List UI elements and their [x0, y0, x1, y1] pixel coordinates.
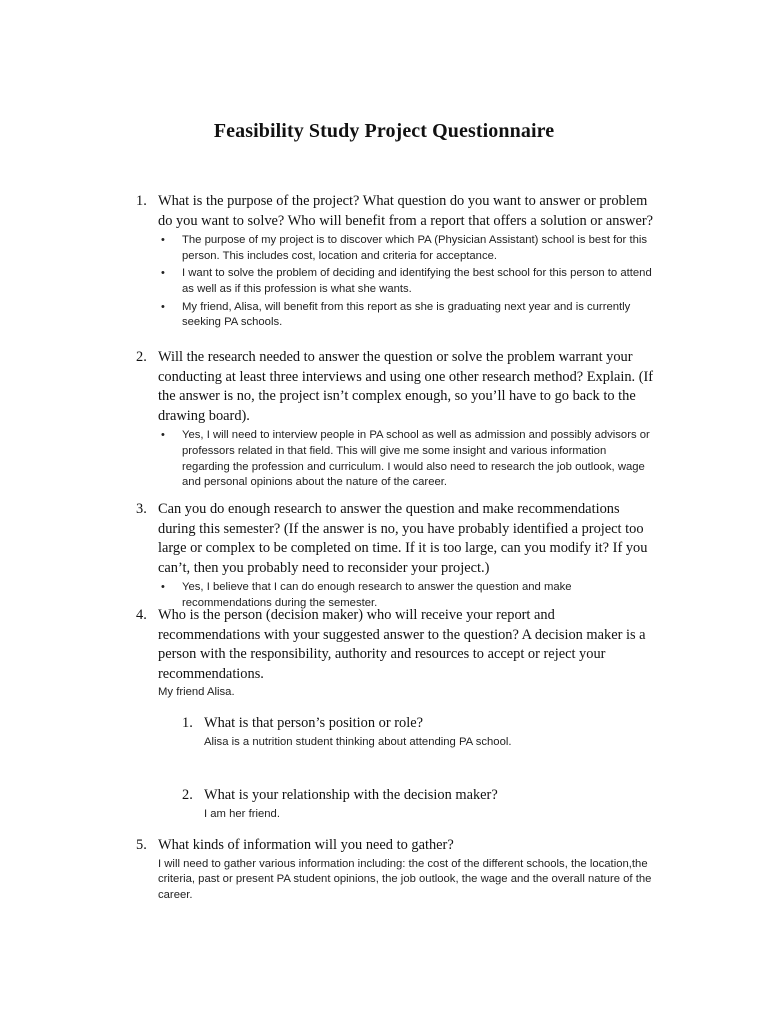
answer-text: My friend Alisa. [158, 686, 235, 699]
question-text: What kinds of information will you need to gather? [158, 837, 454, 853]
answer-bullet: • My friend, Alisa, will benefit from this report as she is graduating next year and is currently seeking PA schools. [161, 300, 631, 329]
question-3 [136, 500, 656, 614]
question-2 [136, 348, 656, 493]
answer-bullet: • I want to solve the problem of deciding and identifying the best school for this person to attend as well as if this profession is what she wants. [161, 267, 652, 295]
answer-text: I am her friend. [204, 807, 280, 820]
question-text: Will the research needed to answer the question or solve the problem warrant your conducting at least three interviews and using one other research method? Explain. (If the answer is no, the project isn’t complex enough, so you’ll have to go back to the drawing board). [158, 349, 654, 424]
subquestion-number: 1. [182, 715, 193, 731]
question-number: 5. [136, 837, 147, 853]
subquestion-2 [182, 786, 642, 822]
document-title: Feasibility Study Project Questionnaire [213, 120, 555, 142]
bullet-icon: • [161, 267, 165, 280]
question-text: Can you do enough research to answer the question and make recommendations during this semester? (If the answer is no, you have probably identified a project too large or complex to be completed on time. If it is too large, can you modify it? If you can’t, then you probably need to reconsider your project.) [158, 501, 648, 576]
question-number: 1. [136, 193, 147, 209]
question-5 [136, 836, 656, 903]
answer-bullet-list [136, 428, 656, 490]
answer-text: I will need to gather various information including: the cost of the different schools, the location,the criteria, past or present PA student opinions, the job outlook, the wage and the overall nature of the career. [158, 857, 652, 901]
answer-bullet: • Yes, I will need to interview people in PA school as well as admission and possibly advisors or professors related in that field. This will give me some insight and various information regarding the profession and curriculum. I would also need to research the job outlook, wage and personal opinions about the nature of the career. [161, 429, 650, 489]
question-number: 2. [136, 349, 147, 365]
question-number: 3. [136, 501, 147, 517]
bullet-icon: • [161, 234, 165, 247]
bullet-icon: • [161, 429, 165, 442]
bullet-icon: • [161, 300, 165, 313]
question-text: What is the purpose of the project? What question do you want to answer or problem do you want to solve? Who will benefit from a report that offers a solution or answer? [158, 193, 654, 229]
subquestion-number: 2. [182, 787, 193, 803]
subquestion-1 [182, 714, 642, 750]
answer-bullet: • The purpose of my project is to discover which PA (Physician Assistant) school is best for this person. This includes cost, location and criteria for acceptance. [161, 234, 648, 262]
answer-bullet-list [136, 233, 656, 331]
subquestion-text: What is your relationship with the decision maker? [204, 787, 498, 803]
question-4 [136, 606, 656, 701]
answer-bullet: • Yes, I believe that I can do enough research to answer the question and make recommendations during the semester. [161, 581, 572, 609]
subquestion-text: What is that person’s position or role? [204, 715, 424, 731]
question-text: Who is the person (decision maker) who will receive your report and recommendations with your suggested answer to the question? A decision maker is a person with the responsibility, authority and resources to accept or reject your recommendations. [158, 607, 646, 682]
question-number: 4. [136, 607, 147, 623]
bullet-icon: • [161, 581, 165, 594]
question-1 [136, 192, 656, 333]
answer-text: Alisa is a nutrition student thinking about attending PA school. [204, 735, 512, 748]
